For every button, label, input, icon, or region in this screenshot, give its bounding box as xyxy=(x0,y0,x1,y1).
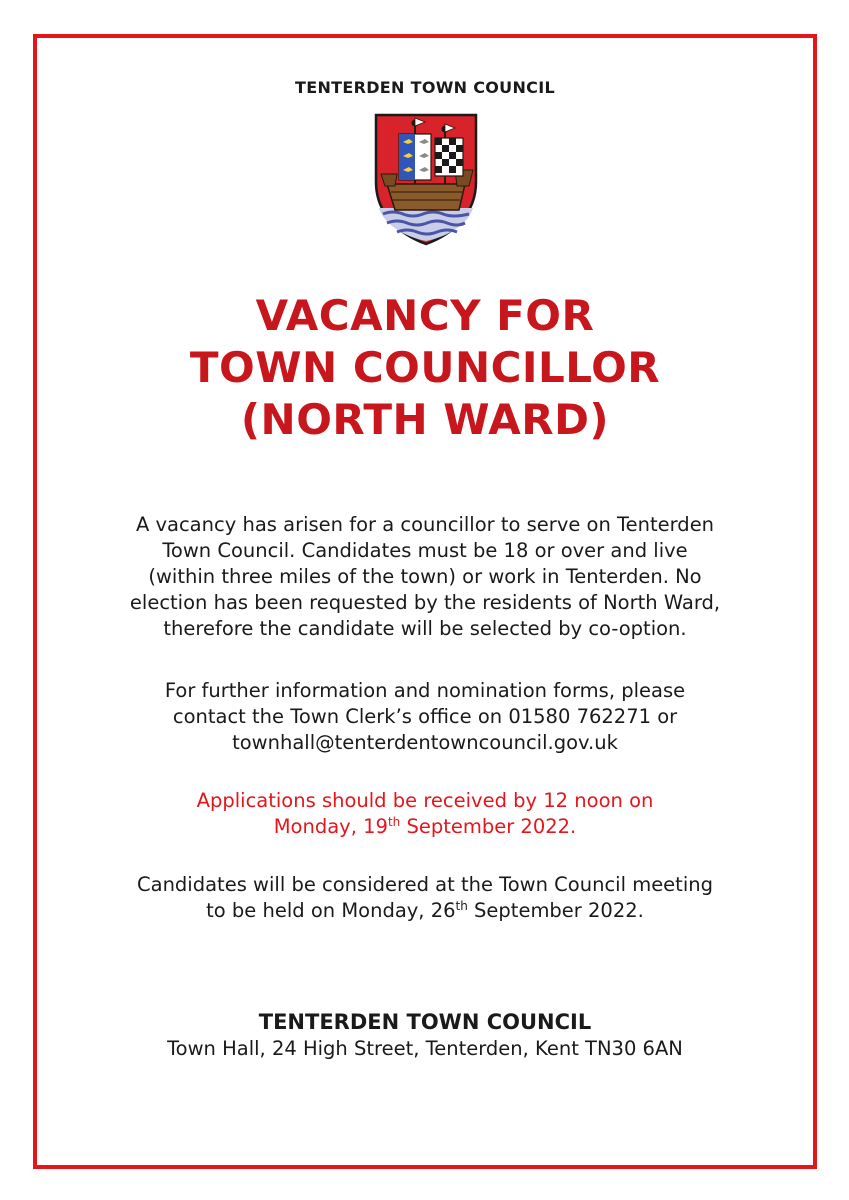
paragraph-line: For further information and nomination forms, please xyxy=(164,679,686,702)
paragraph-line: Applications should be received by 12 noon on xyxy=(196,789,654,812)
footer-address: Town Hall, 24 High Street, Tenterden, Kent TN30 6AN xyxy=(167,1037,683,1060)
council-header: TENTERDEN TOWN COUNCIL xyxy=(295,78,555,97)
paragraph-line: Candidates will be considered at the Town Council meeting xyxy=(137,873,713,896)
paragraph-line: (within three miles of the town) or work in Tenterden. No xyxy=(148,565,702,588)
deadline-date: Monday, 19th September 2022. xyxy=(273,815,577,838)
notice-page xyxy=(33,34,817,1169)
deadline-paragraph xyxy=(33,788,817,840)
coat-of-arms-ship-icon xyxy=(373,112,479,246)
paragraph-line: Town Council. Candidates must be 18 or over and live xyxy=(162,539,688,562)
title-line: (NORTH WARD) xyxy=(240,395,610,444)
title-line: TOWN COUNCILLOR xyxy=(189,343,661,392)
contact-paragraph xyxy=(33,678,817,756)
meeting-paragraph xyxy=(33,872,817,924)
intro-paragraph xyxy=(33,512,817,642)
meeting-date: to be held on Monday, 26th September 2022. xyxy=(206,899,644,922)
paragraph-line: A vacancy has arisen for a councillor to serve on Tenterden xyxy=(135,513,715,536)
footer-org-name: TENTERDEN TOWN COUNCIL xyxy=(258,1010,592,1034)
paragraph-line: contact the Town Clerk’s office on 01580 762271 or xyxy=(172,705,678,728)
contact-email[interactable]: townhall@tenterdentowncouncil.gov.uk xyxy=(232,731,618,754)
title-line: VACANCY FOR xyxy=(255,291,595,340)
paragraph-line: therefore the candidate will be selected by co-option. xyxy=(163,617,687,640)
paragraph-line: election has been requested by the residents of North Ward, xyxy=(129,591,721,614)
vacancy-title xyxy=(33,290,817,446)
